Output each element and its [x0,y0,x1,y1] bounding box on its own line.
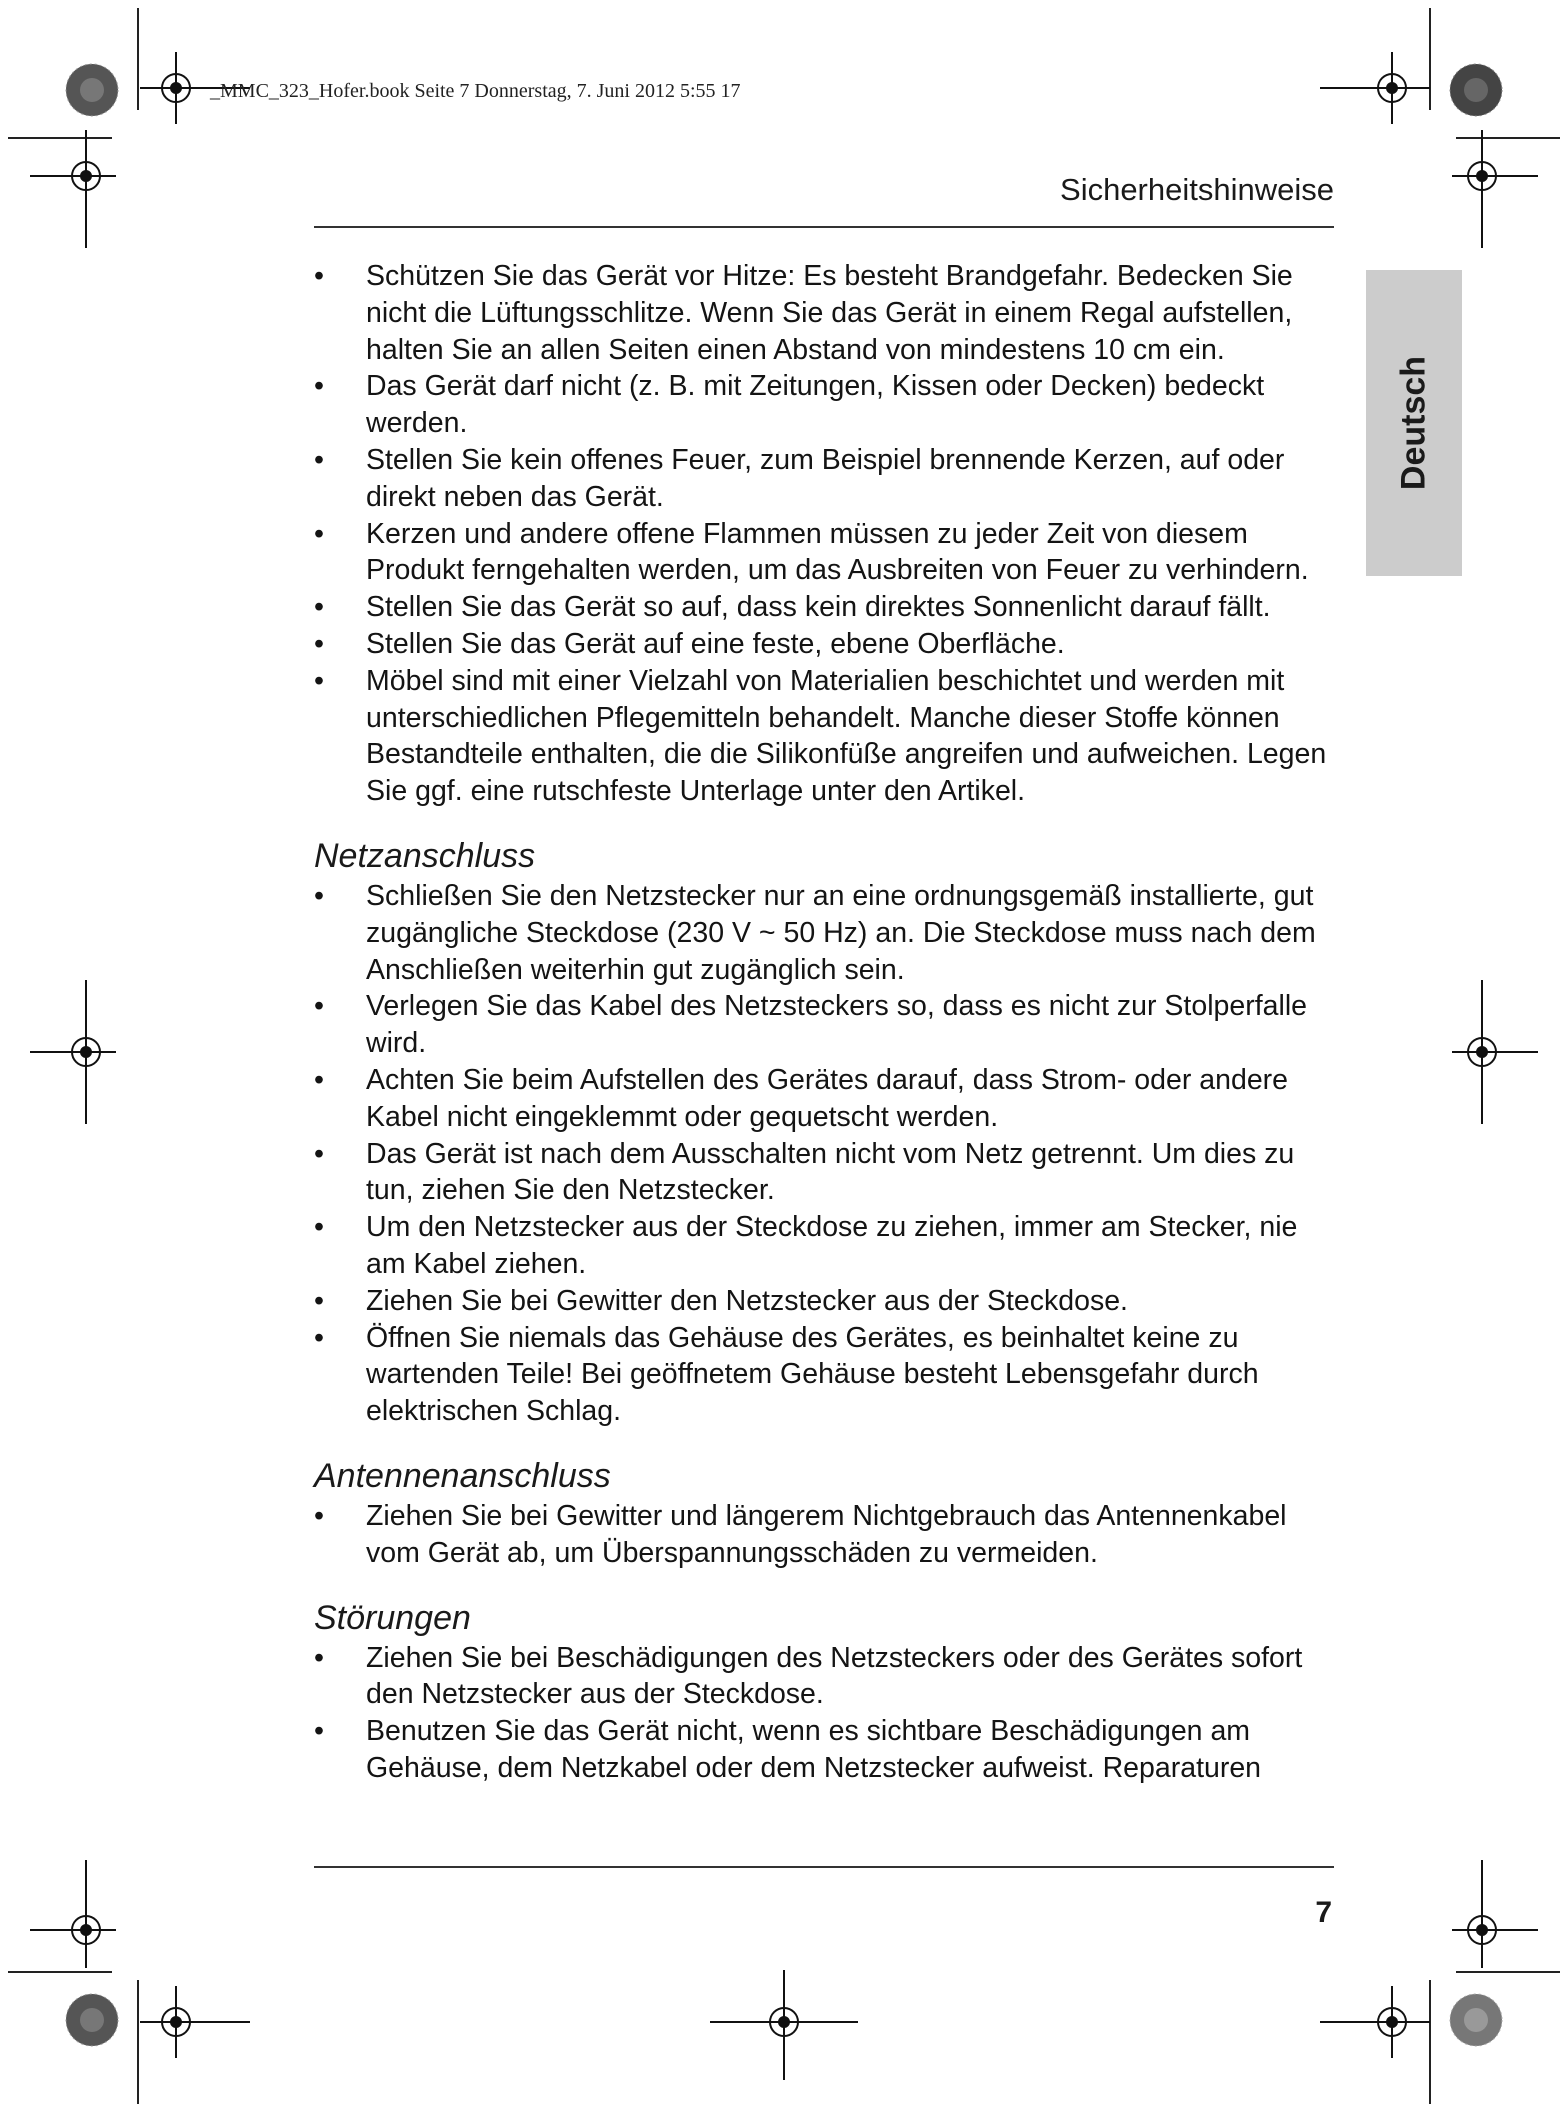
registration-mark-bottom-center [710,1970,858,2080]
page-header-title: Sicherheitshinweise [1060,172,1334,207]
registration-mark-left-middle [30,980,116,1124]
list-item-text: Verlegen Sie das Kabel des Netzsteckers so, dass es nicht zur Stolperfalle wird. [366,990,1308,1060]
list-item-text: Öffnen Sie niemals das Gehäuse des Gerätes, es beinhaltet keine zu wartenden Teile! Bei geöffnetem Gehäuse besteht Lebensgefahr durch elektrischen Schlag. [366,1321,1259,1428]
registration-mark-left-lower [30,1860,116,1968]
calibration-disc-top-left [66,64,118,116]
language-tab [1366,270,1462,576]
registration-mark-left-upper [30,130,116,248]
calibration-disc-top-right [1450,64,1502,116]
list-item [314,516,1344,590]
bullet-marker: • [314,370,324,403]
registration-mark-top-right [1320,52,1430,124]
footer-rule [314,1866,1334,1868]
list-item [314,1062,1344,1136]
bullet-marker: • [314,517,324,550]
list-item-text: Um den Netzstecker aus der Steckdose zu ziehen, immer am Stecker, nie am Kabel ziehen. [366,1211,1298,1280]
bullet-marker: • [314,879,324,912]
list-item-text: Achten Sie beim Aufstellen des Gerätes darauf, dass Strom- oder andere Kabel nicht eingeklemmt oder gequetscht werden. [366,1063,1289,1133]
section [314,836,1344,1430]
main-content [314,258,1344,1787]
list-item [314,442,1344,516]
bullet-list [314,258,1344,810]
section-heading: Störungen [314,1598,471,1637]
bullet-marker: • [314,664,324,697]
list-item [314,1136,1344,1210]
list-item-text: Schließen Sie den Netzstecker nur an eine ordnungsgemäß installierte, gut zugängliche Steckdose (230 V ~ 50 Hz) an. Die Steckdose muss nach dem Anschließen weiterhin gut zugänglich sein. [366,879,1316,986]
list-item [314,663,1344,810]
list-item-text: Das Gerät darf nicht (z. B. mit Zeitungen, Kissen oder Decken) bedeckt werden. [366,370,1265,440]
registration-mark-right-lower [1452,1860,1538,1968]
bullet-marker: • [314,1641,324,1674]
list-item-text: Ziehen Sie bei Beschädigungen des Netzsteckers oder des Gerätes sofort den Netzstecker aus der Steckdose. [366,1641,1303,1711]
bullet-marker: • [314,1499,324,1532]
bullet-marker: • [314,1321,324,1354]
list-item [314,589,1344,626]
bullet-list [314,1640,1344,1787]
list-item-text: Möbel sind mit einer Vielzahl von Materialien beschichtet und werden mit unterschiedlichen Pflegemitteln behandelt. Manche dieser Stoffe können Bestandteile enthalten, die die Silikonfüße angreifen und aufweichen. Legen Sie ggf. eine rutschfeste Unterlage unter den Artikel. [366,664,1327,808]
page-number: 7 [1315,1896,1332,1929]
list-item [314,1640,1344,1714]
bullet-marker: • [314,627,324,660]
bullet-marker: • [314,990,324,1023]
bullet-marker: • [314,443,324,476]
print-slug: _MMC_323_Hofer.book Seite 7 Donnerstag, 7. Juni 2012 5:55 17 [210,80,741,102]
header-rule [314,226,1334,228]
section-heading: Antennenanschluss [314,1456,611,1495]
list-item [314,1209,1344,1283]
list-item-text: Kerzen und andere offene Flammen müssen zu jeder Zeit von diesem Produkt ferngehalten werden, um das Ausbreiten von Feuer zu verhindern. [366,517,1309,587]
section-heading: Netzanschluss [314,836,536,875]
section [314,258,1344,810]
registration-mark-right-middle [1452,980,1538,1124]
list-item-text: Stellen Sie das Gerät so auf, dass kein direktes Sonnenlicht darauf fällt. [366,591,1271,624]
language-tab-label: Deutsch [1394,355,1433,491]
list-item [314,258,1344,368]
calibration-disc-bottom-left [66,1994,118,2046]
list-item-text: Ziehen Sie bei Gewitter den Netzstecker aus der Steckdose. [366,1284,1128,1317]
list-item-text: Stellen Sie das Gerät auf eine feste, ebene Oberfläche. [366,627,1065,660]
list-item [314,368,1344,442]
list-item-text: Schützen Sie das Gerät vor Hitze: Es besteht Brandgefahr. Bedecken Sie nicht die Lüftungsschlitze. Wenn Sie das Gerät in einem Regal aufstellen, halten Sie an allen Seiten einen Abstand von mindestens 10 cm ein. [366,260,1293,366]
section [314,1598,1344,1787]
list-item [314,626,1344,663]
calibration-disc-bottom-right [1450,1994,1502,2046]
bullet-marker: • [314,1284,324,1317]
bullet-list [314,878,1344,1430]
list-item [314,1283,1344,1320]
bullet-marker: • [314,591,324,624]
registration-mark-bottom-right [1320,1986,1430,2058]
bullet-marker: • [314,1715,324,1748]
bullet-marker: • [314,260,324,292]
list-item-text: Benutzen Sie das Gerät nicht, wenn es sichtbare Beschädigungen am Gehäuse, dem Netzkabel oder dem Netzstecker aufweist. Reparaturen [366,1715,1262,1784]
list-item-text: Ziehen Sie bei Gewitter und längerem Nichtgebrauch das Antennenkabel vom Gerät ab, um Überspannungsschäden zu vermeiden. [366,1499,1287,1569]
list-item [314,1713,1344,1787]
list-item [314,878,1344,988]
registration-mark-right-upper [1452,130,1538,248]
list-item-text: Stellen Sie kein offenes Feuer, zum Beispiel brennende Kerzen, auf oder direkt neben das Gerät. [366,443,1285,513]
list-item-text: Das Gerät ist nach dem Ausschalten nicht vom Netz getrennt. Um dies zu tun, ziehen Sie den Netzstecker. [366,1137,1295,1207]
section [314,1456,1344,1572]
bullet-marker: • [314,1211,324,1244]
registration-mark-bottom-left [140,1986,250,2058]
list-item [314,1498,1344,1572]
bullet-marker: • [314,1063,324,1096]
bullet-marker: • [314,1137,324,1170]
list-item [314,988,1344,1062]
list-item [314,1320,1344,1430]
bullet-list [314,1498,1344,1572]
